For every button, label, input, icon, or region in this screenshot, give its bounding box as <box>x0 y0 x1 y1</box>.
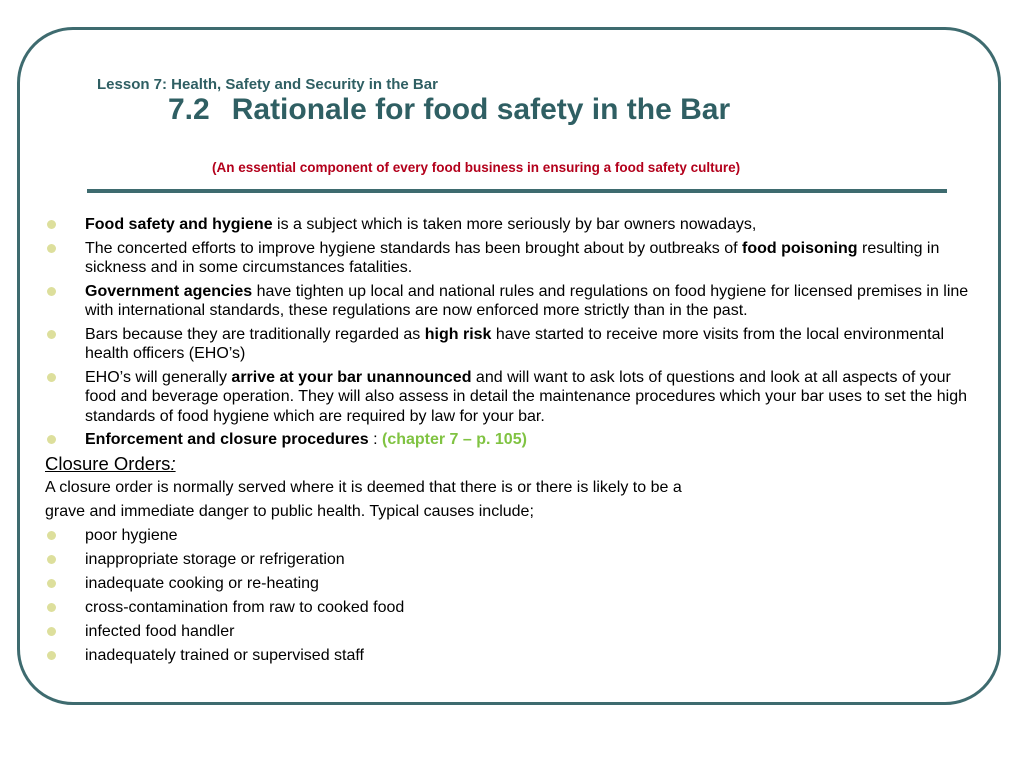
bullet-list <box>45 215 970 450</box>
list-item <box>45 215 970 235</box>
bullet-dot-icon <box>47 651 56 660</box>
list-item <box>45 325 970 364</box>
list-item <box>45 430 970 450</box>
bold-term: Government agencies <box>85 282 253 300</box>
cause-text: poor hygiene <box>85 527 178 544</box>
bullet-dot-icon <box>47 627 56 636</box>
bullet-dot-icon <box>47 555 56 564</box>
bullet-dot-icon <box>47 287 56 296</box>
bold-term: Enforcement and closure procedures <box>85 431 369 448</box>
bullet-dot-icon <box>47 579 56 588</box>
bullet-dot-icon <box>47 603 56 612</box>
item-text: have tighten up local and national rules and regulations on food hygiene for licensed premises in line with international standards, these regulations are now enforced more strictly than in the past. <box>85 282 969 319</box>
item-text: The concerted efforts to improve hygiene standards has been brought about by outbreaks of <box>85 239 743 257</box>
bullet-dot-icon <box>47 220 56 229</box>
bullet-dot-icon <box>47 244 56 253</box>
lesson-label: Lesson 7: Health, Safety and Security in the Bar <box>97 76 438 93</box>
slide-title <box>168 93 730 127</box>
cause-text: cross-contamination from raw to cooked food <box>85 599 405 616</box>
bullet-dot-icon <box>47 435 56 444</box>
item-text: : <box>368 431 382 448</box>
item-text: and will want to ask lots of questions and look at all aspects of your food and beverage operation. They will also assess in detail the maintenance procedures which your bar uses to set the high standards of food hygiene which are required by law for your bar. <box>85 368 968 425</box>
bold-term: food poisoning <box>742 239 858 257</box>
closure-paragraph-line: grave and immediate danger to public health. Typical causes include; <box>45 503 534 520</box>
list-item <box>45 622 970 642</box>
list-item <box>45 282 970 321</box>
list-item <box>45 646 970 666</box>
item-text: EHO’s will generally <box>85 368 232 386</box>
bullet-dot-icon <box>47 330 56 339</box>
bold-term: high risk <box>424 325 492 343</box>
cause-text: inadequately trained or supervised staff <box>85 647 364 664</box>
bold-term: Food safety and hygiene <box>85 216 273 233</box>
item-text: resulting in sickness and in some circumstances fatalities. <box>85 239 940 276</box>
list-item <box>45 368 970 427</box>
bullet-dot-icon <box>47 531 56 540</box>
item-text: have started to receive more visits from the local environmental health officers (EHO’s) <box>85 325 945 362</box>
closure-title-text: Closure Orders <box>45 452 171 474</box>
list-item <box>45 550 970 570</box>
list-item <box>45 526 970 546</box>
cause-text: infected food handler <box>85 623 235 640</box>
section-number: 7.2 <box>168 93 210 126</box>
closure-paragraph-line: A closure order is normally served where it is deemed that there is or there is likely to be a <box>45 479 682 496</box>
bold-term: arrive at your bar unannounced <box>231 368 472 386</box>
list-item <box>45 239 970 278</box>
cause-text: inappropriate storage or refrigeration <box>85 551 345 568</box>
closure-title-colon: : <box>170 452 176 474</box>
closure-orders-heading <box>45 454 970 474</box>
item-text: Bars because they are traditionally regarded as <box>85 325 425 343</box>
item-text: is a subject which is taken more seriously by bar owners nowadays, <box>272 216 757 233</box>
bullet-dot-icon <box>47 373 56 382</box>
list-item <box>45 574 970 594</box>
causes-list <box>45 526 970 666</box>
chapter-reference: (chapter 7 – p. 105) <box>381 431 527 448</box>
section-title: Rationale for food safety in the Bar <box>231 93 731 126</box>
slide-subtitle: (An essential component of every food business in ensuring a food safety culture) <box>212 160 741 175</box>
title-divider <box>87 189 947 193</box>
slide-body <box>45 215 970 670</box>
list-item <box>45 598 970 618</box>
cause-text: inadequate cooking or re-heating <box>85 575 319 592</box>
